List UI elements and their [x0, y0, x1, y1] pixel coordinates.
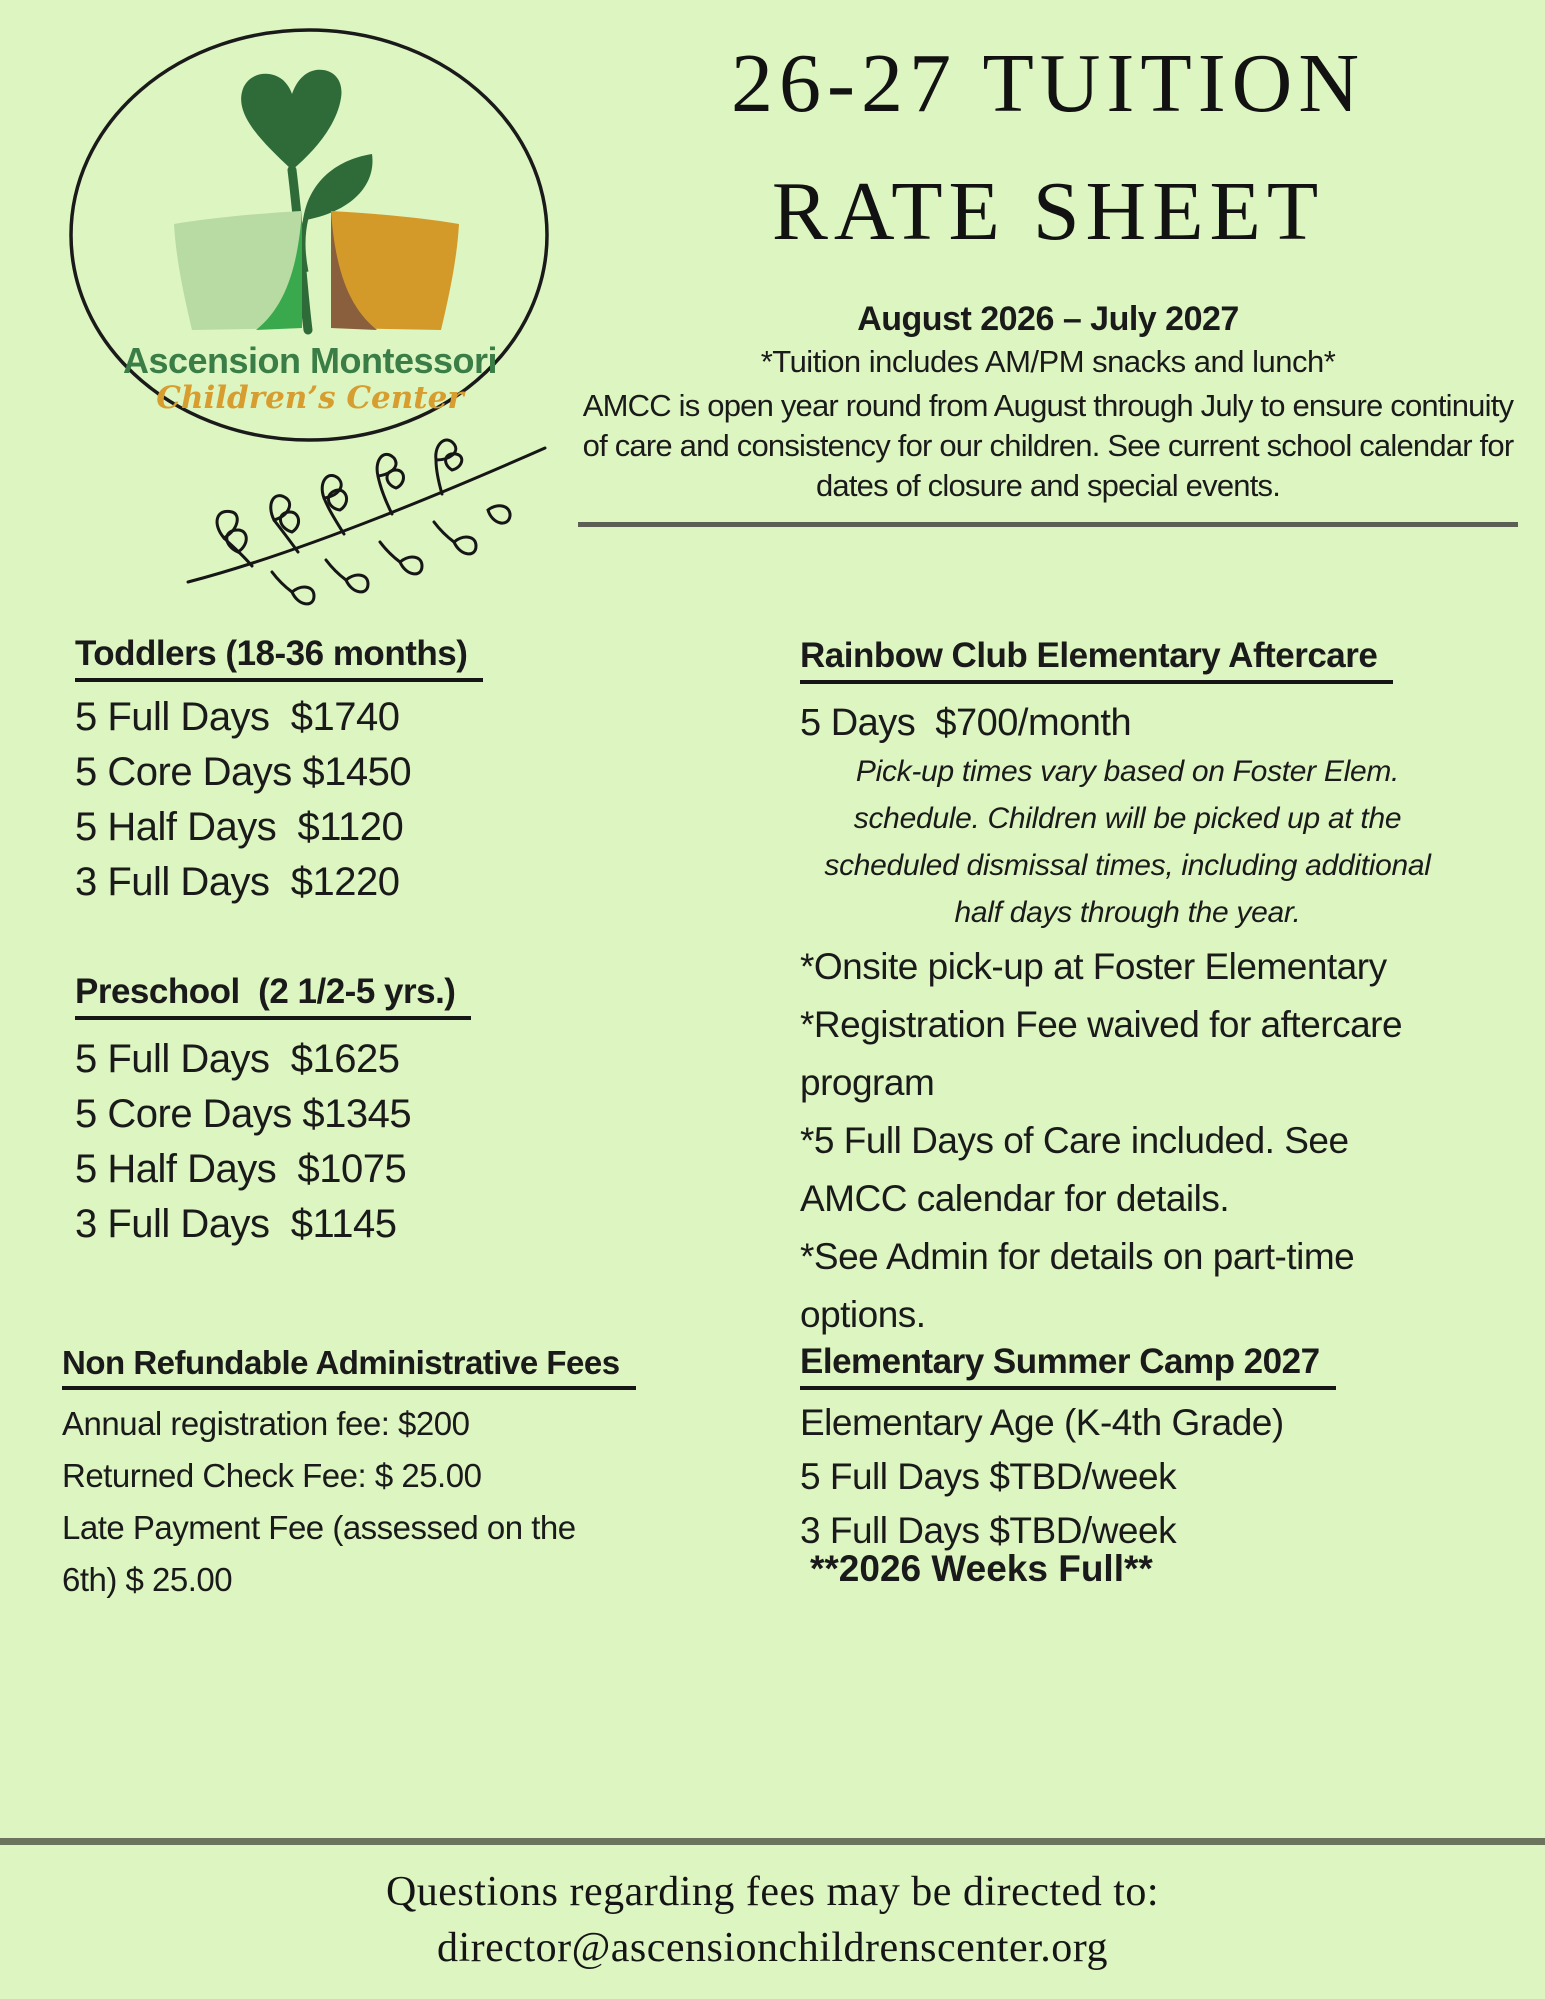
toddlers-heading: Toddlers (18-36 months) [75, 634, 483, 682]
section-toddlers-rates [75, 690, 411, 910]
aftercare-pickup-note [805, 748, 1450, 936]
tuition-includes-note: *Tuition includes AM/PM snacks and lunch* [760, 344, 1336, 379]
section-toddlers-title [75, 634, 483, 682]
detail-line: *5 Full Days of Care included. See [800, 1120, 1349, 1161]
rate-row: 5 Core Days $1450 [75, 750, 412, 794]
fee-row: Late Payment Fee (assessed on the [62, 1509, 576, 1546]
rate-row: 5 Half Days $1075 [75, 1147, 407, 1191]
note-line: schedule. Children will be picked up at the [853, 802, 1402, 835]
section-preschool-title [75, 972, 471, 1020]
weeks-full-highlight: **2026 Weeks Full** [810, 1548, 1153, 1589]
admin-fees-heading: Non Refundable Administrative Fees [62, 1344, 636, 1390]
detail-line: AMCC calendar for details. [800, 1178, 1230, 1219]
footer-contact-text: Questions regarding fees may be directed to: [385, 1869, 1160, 1915]
aftercare-details [800, 938, 1402, 1344]
fee-row: Returned Check Fee: $ 25.00 [62, 1457, 482, 1494]
detail-line: *See Admin for details on part-time [800, 1236, 1355, 1277]
note-line: Pick-up times vary based on Foster Elem. [855, 755, 1400, 788]
description-line: AMCC is open year round from August through July to ensure continuity [582, 388, 1514, 423]
logo-plant-book-icon [40, 20, 580, 620]
year-round-description [578, 386, 1518, 506]
section-admin-fees-rows [62, 1398, 576, 1606]
rate-row: 5 Full Days $1625 [75, 1037, 400, 1081]
page-title-line1: 26-27 TUITION [730, 37, 1365, 130]
detail-line: *Registration Fee waived for aftercare [800, 1004, 1403, 1045]
side-leaf-icon [303, 154, 372, 220]
detail-line: options. [800, 1294, 926, 1335]
detail-line: program [800, 1062, 935, 1103]
section-admin-fees-title [62, 1344, 636, 1390]
org-name: Ascension Montessori [122, 340, 498, 381]
rate-row: 3 Full Days $1145 [75, 1202, 397, 1246]
section-summer-camp-title [800, 1342, 1336, 1390]
section-summer-camp-rows [800, 1396, 1284, 1558]
side-leaf-stem [303, 218, 306, 272]
detail-line: *Onsite pick-up at Foster Elementary [800, 946, 1387, 987]
description-line: dates of closure and special events. [815, 468, 1281, 503]
camp-row: Elementary Age (K-4th Grade) [800, 1402, 1284, 1443]
branch-sketch-icon [188, 440, 545, 604]
footer-divider [0, 1838, 1545, 1845]
preschool-heading: Preschool (2 1/2-5 yrs.) [75, 972, 471, 1020]
rate-row: 5 Half Days $1120 [75, 805, 404, 849]
date-range-subtitle: August 2026 – July 2027 [857, 300, 1239, 338]
fee-row: Annual registration fee: $200 [62, 1405, 470, 1442]
aftercare-rate: 5 Days $700/month [800, 702, 1132, 744]
rate-row: 5 Full Days $1740 [75, 695, 400, 739]
org-tagline: Children’s Center [156, 380, 464, 416]
fee-row: 6th) $ 25.00 [62, 1561, 233, 1598]
section-preschool-rates [75, 1032, 411, 1252]
aftercare-heading: Rainbow Club Elementary Aftercare [800, 636, 1393, 684]
header-divider [578, 522, 1518, 527]
rate-row: 5 Core Days $1345 [75, 1092, 412, 1136]
rate-row: 3 Full Days $1220 [75, 860, 400, 904]
section-aftercare-title [800, 636, 1393, 684]
description-line: of care and consistency for our children. See current school calendar for [582, 428, 1514, 463]
note-line: scheduled dismissal times, including additional [824, 849, 1431, 882]
camp-row: 3 Full Days $TBD/week [800, 1510, 1177, 1551]
page-title-line2: RATE SHEET [771, 165, 1325, 258]
summer-camp-heading: Elementary Summer Camp 2027 [800, 1342, 1336, 1390]
note-line: half days through the year. [954, 896, 1301, 929]
heart-leaf-icon [241, 70, 341, 170]
footer-email: director@ascensionchildrenscenter.org [437, 1925, 1108, 1971]
camp-row: 5 Full Days $TBD/week [800, 1456, 1177, 1497]
